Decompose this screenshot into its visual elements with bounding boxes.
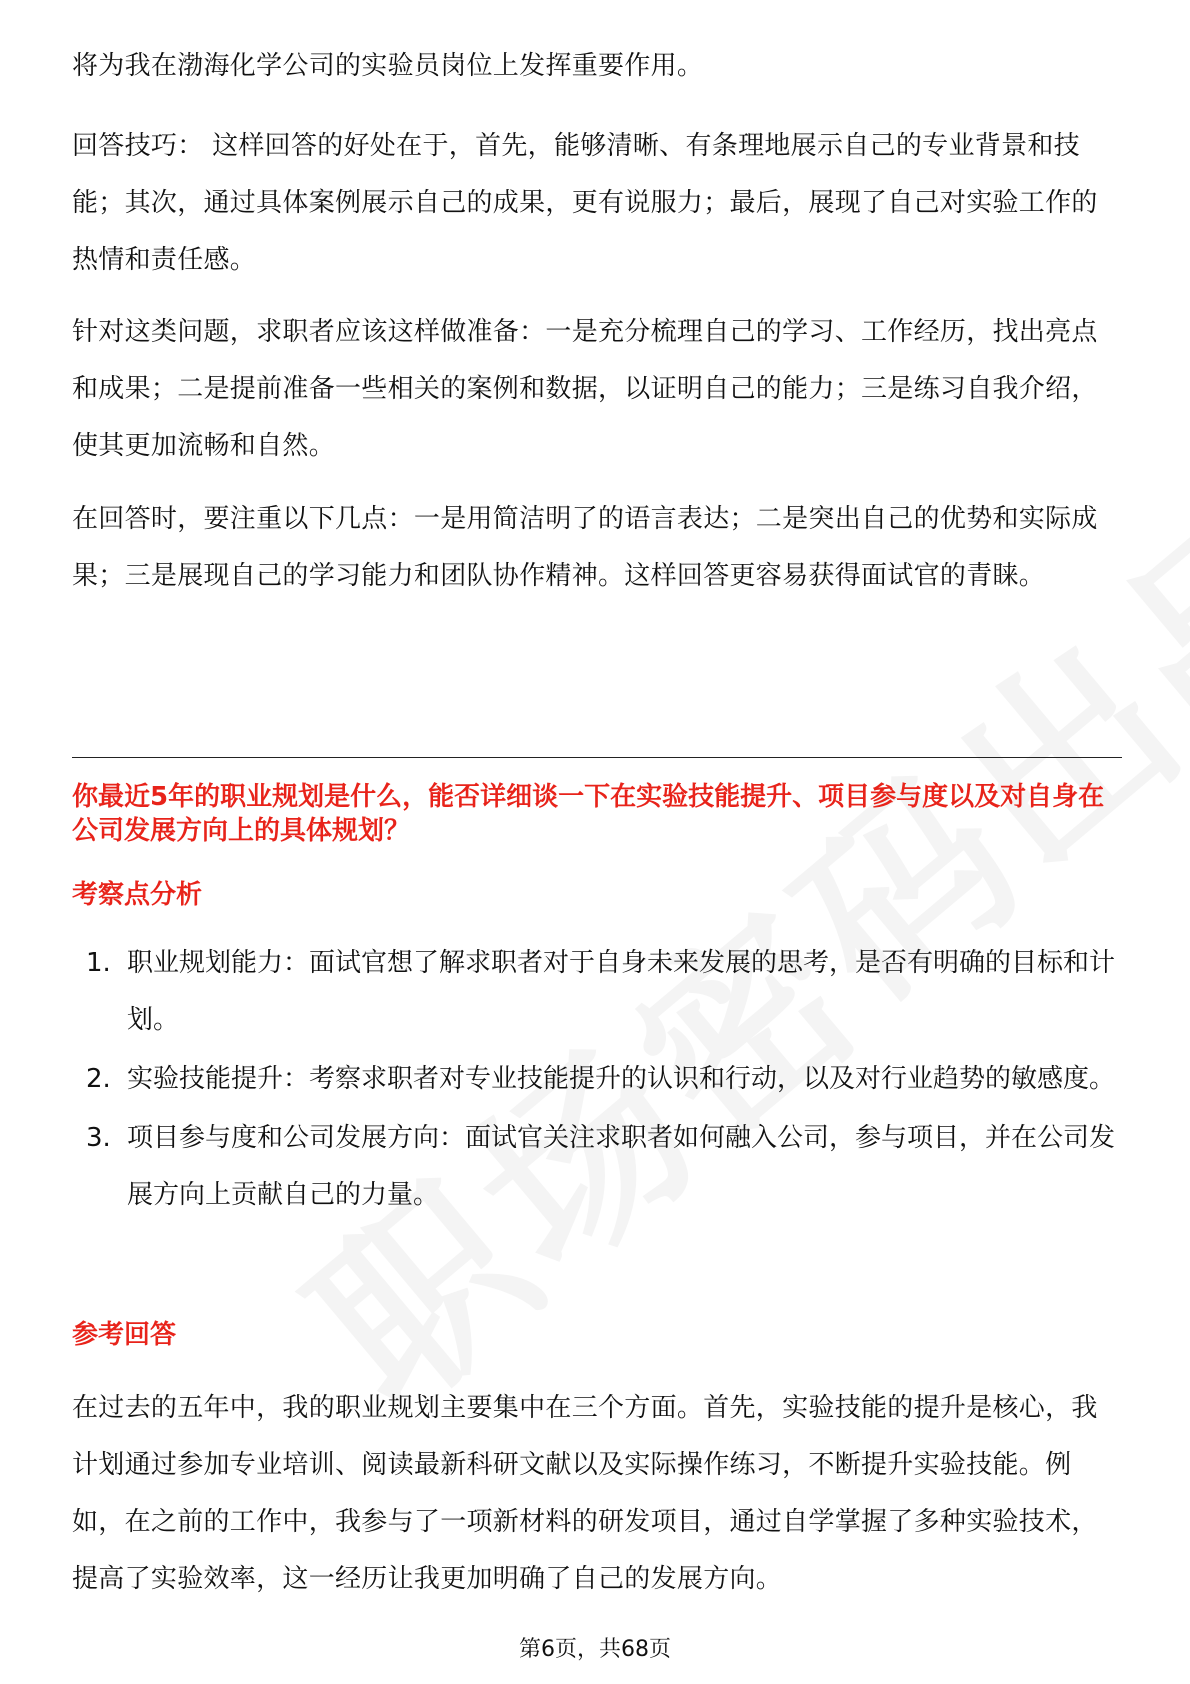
answer-heading: 参考回答 — [72, 1320, 177, 1350]
paragraph-answer-points: 在回答时，要注重以下几点：一是用简洁明了的语言表达；二是突出自己的优势和实际成果；三是展现自己的学习能力和团队协作精神。这样回答更容易获得面试官的青睐。 — [72, 504, 1098, 591]
list-item-text: 实验技能提升：考察求职者对专业技能提升的认识和行动，以及对行业趋势的敏感度。 — [127, 1064, 1116, 1094]
list-number: 3. — [86, 1123, 111, 1153]
page-number: 第6页，共68页 — [519, 1637, 671, 1662]
list-item — [72, 935, 1122, 1049]
paragraph-continuation: 将为我在渤海化学公司的实验员岗位上发挥重要作用。 — [72, 51, 704, 81]
paragraph-preparation: 针对这类问题，求职者应该这样做准备：一是充分梳理自己的学习、工作经历，找出亮点和成果；二是提前准备一些相关的案例和数据，以证明自己的能力；三是练习自我介绍，使其更加流畅和自然。 — [72, 317, 1098, 461]
list-item — [72, 1051, 1122, 1108]
list-number: 1. — [86, 948, 111, 978]
analysis-list — [72, 935, 1122, 1226]
reference-answer: 在过去的五年中，我的职业规划主要集中在三个方面。首先，实验技能的提升是核心，我计划通过参加专业培训、阅读最新科研文献以及实际操作练习，不断提升实验技能。例如，在之前的工作中，我参与了一项新材料的研发项目，通过自学掌握了多种实验技术，提高了实验效率，这一经历让我更加明确了自己的发展方向。 — [72, 1393, 1098, 1594]
interview-question: 你最近5年的职业规划是什么，能否详细谈一下在实验技能提升、项目参与度以及对自身在公司发展方向上的具体规划？ — [72, 782, 1105, 846]
section-divider — [72, 757, 1122, 758]
analysis-heading: 考察点分析 — [72, 880, 203, 910]
paragraph-answer-tips: 回答技巧： 这样回答的好处在于，首先，能够清晰、有条理地展示自己的专业背景和技能；其次，通过具体案例展示自己的成果，更有说服力；最后，展现了自己对实验工作的热情和责任感。 — [72, 131, 1098, 275]
list-item-text: 职业规划能力：面试官想了解求职者对于自身未来发展的思考，是否有明确的目标和计划。 — [127, 948, 1116, 1035]
list-number: 2. — [86, 1064, 111, 1094]
list-item — [72, 1110, 1122, 1224]
list-item-text: 项目参与度和公司发展方向：面试官关注求职者如何融入公司，参与项目，并在公司发展方向上贡献自己的力量。 — [127, 1123, 1116, 1210]
